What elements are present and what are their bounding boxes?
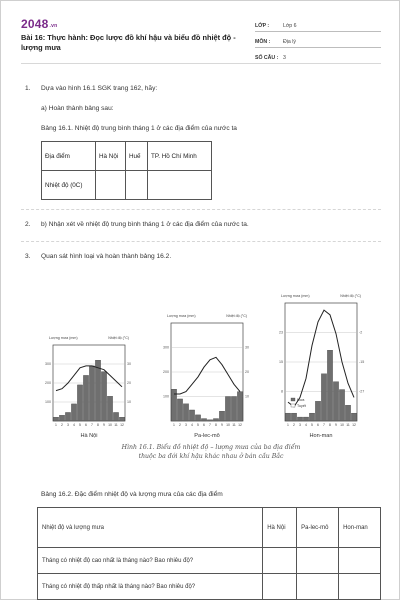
rain-bar (237, 392, 242, 421)
rain-bar (315, 401, 320, 421)
rain-bar (213, 419, 218, 421)
table-row (38, 574, 381, 600)
rain-bar (95, 360, 100, 421)
month-tick-label: 9 (335, 423, 337, 427)
logo-text: 2048 (21, 17, 49, 31)
y-tick-label: 300 (45, 362, 51, 366)
month-tick-label: 7 (91, 423, 93, 427)
table-cell: Hà Nội (96, 142, 126, 171)
month-tick-label: 1 (287, 423, 289, 427)
y-tick-label: 300 (163, 345, 169, 350)
rain-bar (339, 390, 344, 421)
climate-charts-figure (29, 283, 377, 441)
answer-cell[interactable] (297, 548, 339, 574)
chart-title: Pa-lec-mô (194, 433, 220, 439)
rain-bar (207, 420, 212, 421)
figure-caption-line-2: thuộc ba đới khí hậu khác nhau ở bán cầu Bắc (138, 453, 284, 460)
month-tick-label: 11 (346, 423, 350, 427)
month-tick-label: 8 (215, 423, 217, 427)
y-tick-label: 100 (45, 400, 51, 404)
rain-bar (321, 374, 326, 421)
chart-title: Hà Nội (80, 433, 98, 439)
month-tick-label: 2 (293, 423, 295, 427)
month-tick-label: 3 (299, 423, 301, 427)
rain-bar (119, 417, 124, 421)
question-3-text: Quan sát hình loại và hoàn thành bảng 16.2. (41, 253, 172, 260)
legend-swatch (291, 398, 295, 401)
month-tick-label: 5 (79, 423, 81, 427)
y2-axis-label: Nhiệt độ (°C) (340, 294, 361, 298)
answer-cell[interactable] (126, 171, 148, 200)
month-tick-label: 10 (340, 423, 344, 427)
month-tick-label: 7 (209, 423, 211, 427)
rain-bar (219, 411, 224, 421)
rain-bar (89, 366, 94, 421)
rain-bar (303, 417, 308, 421)
chart-title: Hon-man (309, 433, 333, 439)
rain-bar (177, 399, 182, 421)
table-row (38, 508, 381, 548)
figure-caption-line-1: Hình 16.1. Biểu đồ nhiệt độ – lượng mưa của ba địa điểm (121, 444, 301, 451)
meta-key: LỚP : (255, 23, 270, 29)
table-16-2-caption: Bảng 16.2. Đặc điểm nhiệt độ và lượng mưa của các địa điểm (41, 491, 223, 498)
rain-bar (309, 413, 314, 421)
month-tick-label: 6 (317, 423, 319, 427)
legend-label: Mưa (297, 398, 305, 402)
rain-bar (183, 404, 188, 421)
month-tick-label: 5 (311, 423, 313, 427)
table-cell: TP. Hồ Chí Minh (148, 142, 212, 171)
rain-bar (291, 413, 296, 421)
month-tick-label: 5 (197, 423, 199, 427)
month-tick-label: 12 (238, 423, 242, 427)
month-tick-label: 6 (203, 423, 205, 427)
month-tick-label: 12 (352, 423, 356, 427)
meta-row-count (255, 48, 381, 64)
rain-bar (231, 397, 236, 422)
y-axis-label: Lượng mưa (mm) (167, 314, 196, 318)
y2-axis-label: Nhiệt độ (°C) (108, 336, 129, 340)
rain-bar (225, 397, 230, 422)
rain-bar (333, 382, 338, 421)
rain-bar (201, 419, 206, 421)
table-cell: Tháng có nhiệt độ cao nhất là tháng nào? Bao nhiêu độ? (38, 548, 263, 574)
answer-cell[interactable] (263, 574, 297, 600)
rain-bar (83, 375, 88, 421)
table-row (38, 548, 381, 574)
logo-suffix: .vn (49, 23, 58, 29)
y2-tick-label: -2 (359, 330, 363, 335)
answer-cell[interactable] (339, 574, 381, 600)
y-axis-label: Lượng mưa (mm) (49, 336, 78, 340)
rain-bar (113, 412, 118, 421)
question-2-number: 2. (25, 221, 31, 228)
rain-bar (327, 350, 332, 421)
rain-bar (297, 417, 302, 421)
y-axis-label: Lượng mưa (mm) (281, 294, 310, 298)
table-cell: Tháng có nhiệt độ thấp nhất là tháng nào? Bao nhiêu độ? (38, 574, 263, 600)
y2-tick-label: 20 (127, 381, 131, 385)
table-cell: Pa-lec-mô (297, 508, 339, 548)
month-tick-label: 2 (179, 423, 181, 427)
question-1-number: 1. (25, 85, 31, 92)
temperature-line (56, 366, 122, 391)
meta-key: SỐ CÂU : (255, 55, 279, 61)
month-tick-label: 3 (67, 423, 69, 427)
month-tick-label: 4 (73, 423, 75, 427)
meta-value: Lớp 6 (283, 23, 297, 29)
legend-swatch (291, 404, 295, 407)
month-tick-label: 2 (61, 423, 63, 427)
rain-bar (351, 413, 356, 421)
rain-bar (101, 372, 106, 421)
question-1-text: Dựa vào hình 16.1 SGK trang 162, hãy: (41, 85, 158, 92)
y2-tick-label: 10 (127, 400, 131, 404)
question-divider (21, 209, 381, 210)
table-16-1-caption: Bảng 16.1. Nhiệt độ trung bình tháng 1 ở các địa điểm của nước ta (41, 125, 237, 132)
header-divider (21, 63, 381, 64)
rain-bar (195, 415, 200, 421)
month-tick-label: 1 (55, 423, 57, 427)
month-tick-label: 10 (226, 423, 230, 427)
rain-bar (107, 396, 112, 421)
rain-bar (285, 413, 290, 421)
month-tick-label: 9 (103, 423, 105, 427)
rain-bar (189, 410, 194, 421)
rain-bar (65, 412, 70, 421)
climate-charts-svg (29, 283, 377, 441)
y2-tick-label: 10 (245, 394, 249, 399)
page-title: Bài 16: Thực hành: Đọc lược đồ khí hậu và biểu đồ nhiệt độ - lượng mưa (21, 33, 236, 52)
y-tick-label: 15 (279, 360, 283, 364)
table-16-1 (41, 141, 212, 200)
month-tick-label: 10 (108, 423, 112, 427)
meta-row-class (255, 16, 381, 32)
answer-cell[interactable] (96, 171, 126, 200)
answer-cell[interactable] (297, 574, 339, 600)
month-tick-label: 6 (85, 423, 87, 427)
figure-caption (101, 443, 321, 461)
y2-tick-label: -15 (359, 360, 365, 364)
month-tick-label: 11 (232, 423, 236, 427)
month-tick-label: 4 (305, 423, 307, 427)
y2-axis-label: Nhiệt độ (°C) (226, 314, 247, 318)
month-tick-label: 7 (323, 423, 325, 427)
y2-tick-label: -27 (359, 389, 365, 394)
question-divider (21, 241, 381, 242)
y2-tick-label: 20 (245, 370, 249, 374)
meta-value: 3 (283, 55, 286, 61)
y2-tick-label: 30 (127, 362, 131, 366)
month-tick-label: 8 (329, 423, 331, 427)
month-tick-label: 11 (114, 423, 118, 427)
month-tick-label: 8 (97, 423, 99, 427)
y-tick-label: 100 (163, 394, 169, 399)
table-cell: Hon-man (339, 508, 381, 548)
meta-info (255, 16, 381, 64)
answer-cell[interactable] (263, 548, 297, 574)
meta-row-subject (255, 32, 381, 48)
table-cell: Địa điểm (42, 142, 96, 171)
month-tick-label: 3 (185, 423, 187, 427)
month-tick-label: 1 (173, 423, 175, 427)
table-cell: Hà Nội (263, 508, 297, 548)
rain-bar (59, 415, 64, 421)
question-3-number: 3. (25, 253, 31, 260)
legend-label: Tuyết (297, 404, 306, 408)
month-tick-label: 9 (221, 423, 223, 427)
table-row (42, 171, 212, 200)
y-tick-label: 200 (163, 370, 169, 374)
question-1-sub-a: a) Hoàn thành bảng sau: (41, 105, 114, 112)
rain-bar (53, 417, 58, 421)
rain-bar (345, 405, 350, 421)
y-tick-label: 23 (279, 330, 283, 335)
meta-key: MÔN : (255, 39, 271, 45)
answer-cell[interactable] (339, 548, 381, 574)
rain-bar (71, 404, 76, 421)
month-tick-label: 12 (120, 423, 124, 427)
month-tick-label: 4 (191, 423, 193, 427)
rain-bar (77, 385, 82, 421)
temperature-line (174, 357, 240, 394)
table-row (42, 142, 212, 171)
y-tick-label: 8 (281, 389, 283, 394)
table-cell: Huế (126, 142, 148, 171)
table-cell: Nhiệt độ và lượng mưa (38, 508, 263, 548)
site-logo[interactable] (21, 17, 57, 31)
meta-value: Địa lý (283, 39, 296, 45)
table-16-2 (37, 507, 381, 600)
answer-cell[interactable] (148, 171, 212, 200)
y2-tick-label: 30 (245, 345, 249, 350)
question-2-text: b) Nhận xét về nhiệt độ trung bình tháng 1 ở các địa điểm của nước ta. (41, 221, 249, 228)
table-cell: Nhiệt độ (0C) (42, 171, 96, 200)
y-tick-label: 200 (45, 381, 51, 385)
